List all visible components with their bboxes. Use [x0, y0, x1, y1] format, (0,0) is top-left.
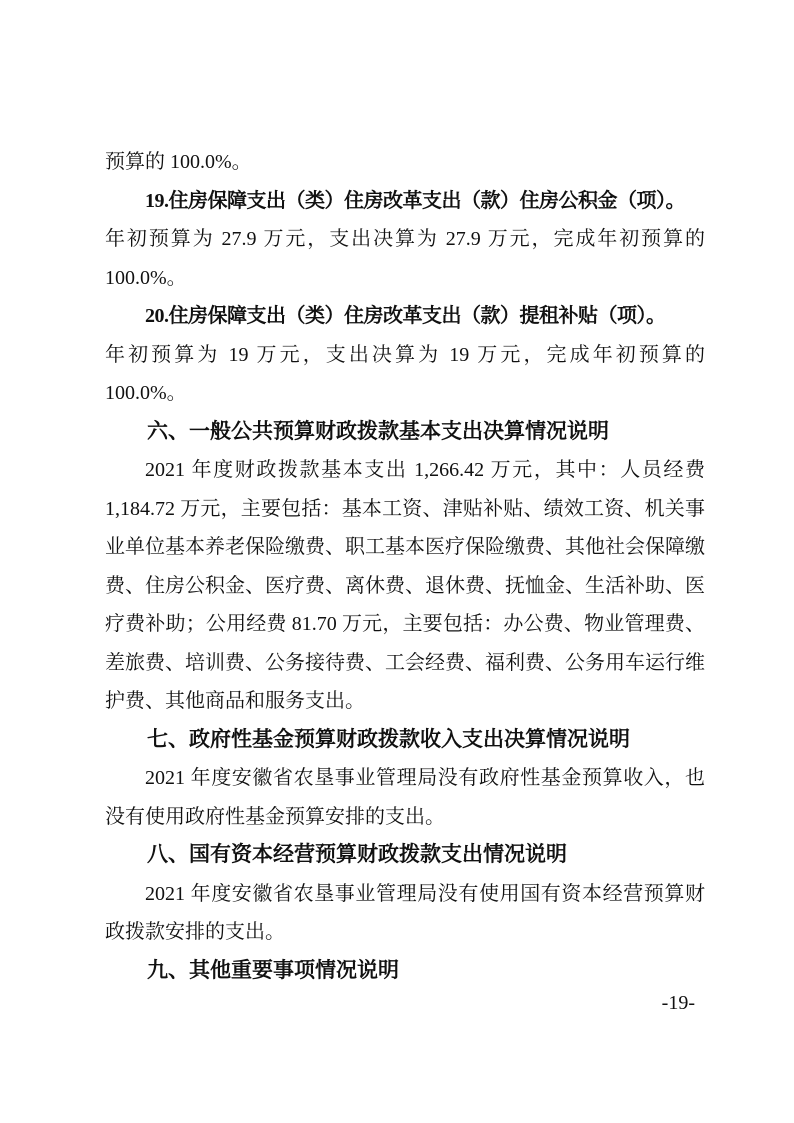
section-6-heading: 六、一般公共预算财政拨款基本支出决算情况说明 [147, 419, 609, 443]
document-body [105, 143, 705, 990]
section-8-body: 2021 年度安徽省农垦事业管理局没有使用国有资本经营预算财政拨款安排的支出。 [105, 882, 705, 943]
item-19-body: 年初预算为 27.9 万元，支出决算为 27.9 万元，完成年初预算的 100.0%。 [105, 228, 705, 289]
section-7-body: 2021 年度安徽省农垦事业管理局没有政府性基金预算收入，也没有使用政府性基金预算安排的支出。 [105, 767, 705, 828]
item-20-heading: 20.住房保障支出（类）住房改革支出（款）提租补贴（项）。 [145, 305, 666, 327]
item-19-heading: 19.住房保障支出（类）住房改革支出（款）住房公积金（项）。 [145, 189, 685, 212]
section-8-heading: 八、国有资本经营预算财政拨款支出情况说明 [147, 843, 567, 866]
item-20-body: 年初预算为 19 万元，支出决算为 19 万元，完成年初预算的 100.0%。 [105, 343, 705, 404]
section-7-heading: 七、政府性基金预算财政拨款收入支出决算情况说明 [147, 727, 630, 751]
page-number: -19- [661, 992, 695, 1014]
section-6-body: 2021 年度财政拨款基本支出 1,266.42 万元，其中：人员经费 1,184.72 万元，主要包括：基本工资、津贴补贴、绩效工资、机关事业单位基本养老保险缴费、职工基本医疗保险缴费、其他社会保障缴费、住房公积金、医疗费、离休费、退休费、抚恤金、生活补助、医疗费补助；公用经费 81.70 万元，主要包括：办公费、物业管理费、差旅费、培训费、公务接待费、工会经费、福利费、公务用车运行维护费、其他商品和服务支出。 [105, 459, 705, 712]
paragraph-continuation: 预算的 100.0%。 [105, 151, 252, 173]
section-9-heading: 九、其他重要事项情况说明 [147, 958, 399, 982]
